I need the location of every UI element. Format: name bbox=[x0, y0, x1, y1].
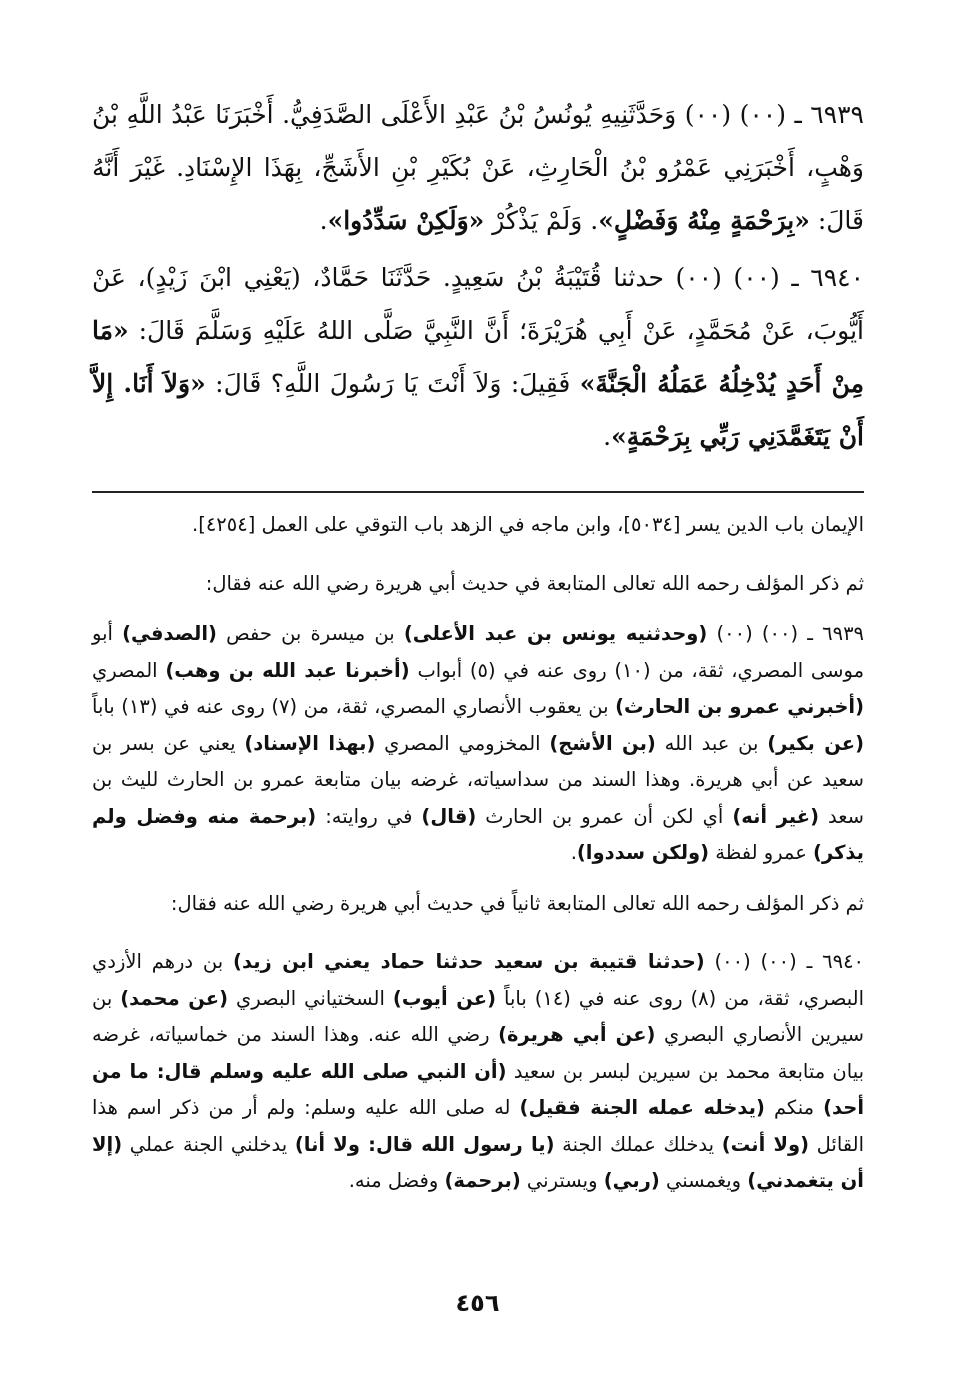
commentary-intro-2: ثم ذكر المؤلف رحمه الله تعالى المتابعة ثانياً في حديث أبي هريرة رضي الله عنه فقال: bbox=[170, 891, 864, 915]
hadith-text: . وَلَمْ يَذْكُرْ bbox=[484, 206, 599, 235]
commentary-bold: (برحمة منه وفضل ولم يذكر) bbox=[92, 804, 864, 864]
commentary-6939 bbox=[92, 616, 864, 872]
commentary-text: أي لكن أن عمرو بن الحارث bbox=[476, 804, 733, 828]
commentary-bold: (بهذا الإسناد) bbox=[244, 731, 376, 755]
page-body bbox=[92, 88, 864, 1200]
hadith-emphasis: «مَا مِنْ أَحَدٍ يُدْخِلُهُ عَمَلُهُ الْجَنَّةَ» bbox=[92, 316, 864, 398]
commentary-text: ويغمسني bbox=[659, 1169, 748, 1192]
hadith-text: ٦٩٣٩ ـ (٠٠) (٠٠) وَحَدَّثَنِيهِ يُونُسُ بْنُ عَبْدِ الأَعْلَى الصَّدَفِيُّ. أَخْبَرَنَا عَبْدُ اللَّهِ بْنُ وَهْبٍ، أَخْبَرَنِي عَمْرُو بْنُ الْحَارِثِ، عَنْ بُكَيْرِ بْنِ الأَشَجِّ، بِهَذَا الإِسْنَادِ. غَيْرَ أَنَّهُ قَالَ: bbox=[92, 100, 864, 235]
commentary-bold: (عن بكير) bbox=[767, 731, 865, 755]
hadith-text: ٦٩٤٠ ـ (٠٠) (٠٠) حدثنا قُتَيْبَةُ بْنُ سَعِيدٍ. حَدَّثَنَا حَمَّادٌ، (يَعْنِي ابْنَ زَيْدٍ)، عَنْ أَيُّوبَ، عَنْ مُحَمَّدٍ، عَنْ أَبِي هُرَيْرَةَ؛ أَنَّ النَّبِيَّ صَلَّى اللهُ عَلَيْهِ وَسَلَّمَ قَالَ: bbox=[92, 263, 864, 345]
commentary-text: عمرو لفظة bbox=[709, 841, 814, 864]
commentary-text: بن يعقوب الأنصاري المصري، ثقة، من (٧) روى عنه في (١٣) باباً bbox=[92, 695, 616, 718]
commentary-text: ويسترني bbox=[520, 1169, 604, 1192]
commentary-number: ٦٩٣٩ ـ (٠٠) (٠٠) bbox=[707, 622, 865, 645]
commentary-text: بن درهم الأزدي البصري، ثقة، من (٨) روى عنه في (١٤) باباً bbox=[92, 950, 864, 1010]
commentary-bold: (يا رسول الله قال: ولا أنا) bbox=[294, 1132, 555, 1156]
commentary-text: له صلى الله عليه وسلم: ولم أر من ذكر اسم هذا القائل bbox=[92, 1096, 864, 1156]
commentary-text: في روايته: bbox=[316, 804, 422, 828]
commentary-bold: (ولكن سددوا) bbox=[576, 841, 710, 864]
commentary-text: رضي الله عنه. وهذا السند من خماسياته، غرضه بيان متابعة محمد بن سيرين لبسر بن سعيد bbox=[92, 1023, 864, 1083]
commentary-bold: (إلا أن يتغمدني) bbox=[92, 1132, 864, 1192]
commentary-bold: (أخبرنا عبد الله بن وهب) bbox=[165, 658, 410, 682]
commentary-number: ٦٩٤٠ ـ (٠٠) (٠٠) bbox=[704, 950, 865, 973]
hadith-emphasis: «بِرَحْمَةٍ مِنْهُ وَفَضْلٍ» bbox=[598, 206, 810, 235]
commentary-text: يعني عن بسر بن سعيد عن أبي هريرة. وهذا السند من سداسياته، غرضه بيان متابعة عمرو بن الحارث لليث بن سعد bbox=[92, 731, 864, 828]
commentary-text: المصري bbox=[92, 658, 166, 682]
commentary-text: بن سيرين الأنصاري البصري bbox=[92, 986, 864, 1046]
section-divider bbox=[92, 491, 864, 493]
commentary-intro-1: ثم ذكر المؤلف رحمه الله تعالى المتابعة في حديث أبي هريرة رضي الله عنه فقال: bbox=[205, 571, 864, 595]
commentary-bold: (وحدثنيه يونس بن عبد الأعلى) bbox=[403, 622, 708, 645]
commentary-bold: (عن أبي هريرة) bbox=[498, 1023, 656, 1046]
hadith-text: . bbox=[603, 422, 612, 451]
hadith-emphasis: «وَلَكِنْ سَدِّدُوا» bbox=[327, 206, 485, 235]
commentary-bold: (حدثنا قتيبة بن سعيد حدثنا حماد يعني ابن زيد) bbox=[233, 950, 705, 973]
commentary-text: يدخلك عملك الجنة bbox=[554, 1132, 722, 1156]
commentary-bold: (يدخله عمله الجنة فقيل) bbox=[519, 1096, 765, 1119]
footnote-text: الإيمان باب الدين يسر [٥٠٣٤]، وابن ماجه في الزهد باب التوقي على العمل [٤٢٥٤]. bbox=[192, 513, 864, 536]
hadith-6939 bbox=[92, 88, 864, 247]
commentary-bold: (بن الأشج) bbox=[549, 731, 656, 755]
commentary-text: يدخلني الجنة عملي bbox=[122, 1132, 295, 1156]
commentary-text: بن عبد الله bbox=[655, 731, 768, 755]
commentary-text: السختياني البصري bbox=[228, 986, 393, 1010]
commentary-bold: (قال) bbox=[421, 804, 477, 828]
commentary-text: . bbox=[570, 841, 577, 864]
hadith-text: . bbox=[319, 206, 328, 235]
commentary-bold: (عن محمد) bbox=[120, 986, 229, 1010]
commentary-bold: (ولا أنت) bbox=[721, 1132, 810, 1156]
hadith-text: فَقِيلَ: وَلاَ أَنْتَ يَا رَسُولَ اللَّهِ؟ قَالَ: bbox=[205, 369, 580, 398]
commentary-bold: (الصدفي) bbox=[122, 622, 217, 645]
page-number: ٤٥٦ bbox=[455, 1289, 500, 1317]
commentary-bold: (أخبرني عمرو بن الحارث) bbox=[615, 695, 865, 718]
commentary-bold: (غير أنه) bbox=[732, 804, 819, 828]
hadith-6940 bbox=[92, 251, 864, 463]
commentary-text: المخزومي المصري bbox=[375, 731, 550, 755]
commentary-bold: (عن أيوب) bbox=[392, 986, 497, 1010]
commentary-text: أبو موسى المصري، ثقة، من (١٠) روى عنه في (٥) أبواب bbox=[92, 622, 865, 682]
commentary-bold: (أن النبي صلى الله عليه وسلم قال: ما من أحد) bbox=[92, 1059, 865, 1119]
commentary-bold: (برحمة) bbox=[444, 1169, 521, 1192]
commentary-text: بن ميسرة بن حفص bbox=[216, 622, 404, 645]
commentary-text: منكم bbox=[764, 1096, 824, 1119]
commentary-bold: (ربي) bbox=[603, 1169, 660, 1192]
commentary-6940 bbox=[92, 944, 864, 1200]
commentary-text: وفضل منه. bbox=[348, 1169, 445, 1192]
hadith-emphasis: «وَلاَ أَنَا. إِلاَّ أَنْ يَتَغَمَّدَنِي رَبِّي بِرَحْمَةٍ» bbox=[92, 369, 864, 451]
